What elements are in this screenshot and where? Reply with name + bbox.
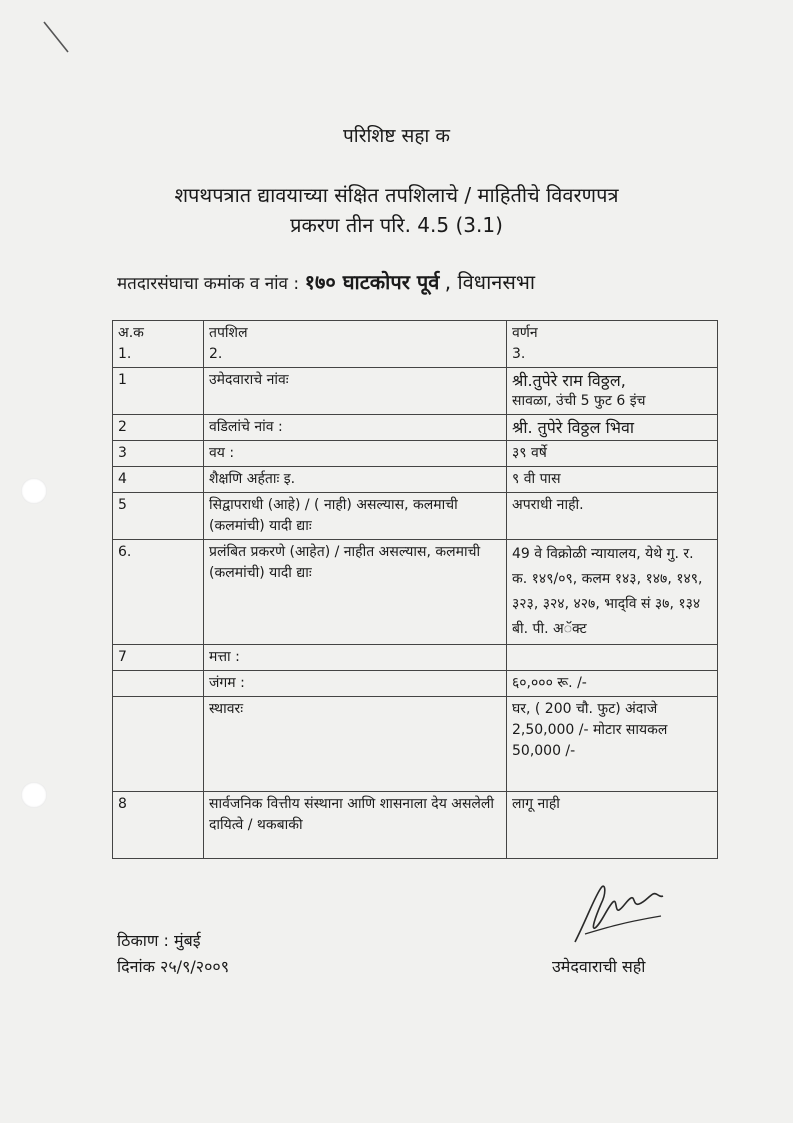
row-detail: जंगम : <box>204 671 507 697</box>
row-value: ६०,००० रू. /- <box>507 671 718 697</box>
row-value <box>507 645 718 671</box>
row-detail: शैक्षणि अर्हताः इ. <box>204 467 507 493</box>
row-number <box>113 697 204 792</box>
row-number <box>113 671 204 697</box>
table-header-row <box>113 321 718 368</box>
row-number: 3 <box>113 441 204 467</box>
header-number: 1. <box>118 346 132 362</box>
heading-line-2: प्रकरण तीन परि. 4.5 (3.1) <box>290 213 503 237</box>
constituency-suffix: , विधानसभा <box>444 270 536 294</box>
table-row <box>113 415 718 441</box>
row-number: 7 <box>113 645 204 671</box>
table-row <box>113 697 718 792</box>
header-description: वर्णन <box>512 325 538 341</box>
row-value: लागू नाही <box>507 792 718 859</box>
row-detail: स्थावरः <box>204 697 507 792</box>
table-row <box>113 645 718 671</box>
signature-label: उमेदवाराची सही <box>552 957 646 976</box>
header-cell <box>507 321 718 368</box>
row-detail: वडिलांचे नांव : <box>204 415 507 441</box>
constituency-label: मतदारसंघाचा कमांक व नांव : <box>117 274 300 294</box>
candidate-signature <box>565 878 675 950</box>
document-heading <box>0 180 793 240</box>
table-row <box>113 467 718 493</box>
row-value <box>507 368 718 415</box>
table-row <box>113 540 718 645</box>
row-detail: मत्ता : <box>204 645 507 671</box>
date-text: दिनांक २५/९/२००९ <box>117 957 230 976</box>
candidate-description: सावळा, उंची 5 फुट 6 इंच <box>512 393 646 409</box>
row-number: 6. <box>113 540 204 645</box>
row-detail: सार्वजनिक वित्तीय संस्थाना आणि शासनाला देय असलेली दायित्वे / थकबाकी <box>204 792 507 859</box>
row-detail: प्रलंबित प्रकरणे (आहेत) / नाहीत असल्यास, कलमाची (कलमांची) यादी द्याः <box>204 540 507 645</box>
table-row <box>113 493 718 540</box>
row-number: 1 <box>113 368 204 415</box>
header-number: 2. <box>209 346 223 362</box>
row-value: अपराधी नाही. <box>507 493 718 540</box>
header-cell <box>113 321 204 368</box>
row-number: 2 <box>113 415 204 441</box>
table-row <box>113 368 718 415</box>
place-date-block <box>117 928 229 980</box>
punch-hole-lower <box>21 782 47 808</box>
header-cell <box>204 321 507 368</box>
table-row <box>113 671 718 697</box>
row-value: श्री. तुपेरे विठ्ठल भिवा <box>507 415 718 441</box>
row-value: ३९ वर्षे <box>507 441 718 467</box>
constituency-line <box>117 268 535 295</box>
details-table <box>112 320 718 859</box>
header-number: 3. <box>512 346 526 362</box>
scratch-mark-icon <box>40 18 80 58</box>
place-text: ठिकाण : मुंबई <box>117 931 201 950</box>
punch-hole-upper <box>21 478 47 504</box>
row-value: 49 वे विक्रोळी न्यायालय, येथे गु. र. क. १४९/०९, कलम १४३, १४७, १४९, ३२३, ३२४, ४२७, भाद्‌वि सं ३७, १३४ बी. पी. अॅक्ट <box>507 540 718 645</box>
candidate-name: श्री.तुपेरे राम विठ्ठल, <box>512 371 626 390</box>
row-number: 8 <box>113 792 204 859</box>
row-number: 4 <box>113 467 204 493</box>
header-detail: तपशिल <box>209 325 248 341</box>
row-detail: सिद्वापराधी (आहे) / ( नाही) असल्यास, कलमाची (कलमांची) यादी द्याः <box>204 493 507 540</box>
heading-line-1: शपथपत्रात द्यावयाच्या संक्षित तपशिलाचे / माहितीचे विवरणपत्र <box>174 183 619 207</box>
row-value: घर, ( 200 चौ. फुट) अंदाजे 2,50,000 /- मोटार सायकल 50,000 /- <box>507 697 718 792</box>
row-number: 5 <box>113 493 204 540</box>
table-row <box>113 792 718 859</box>
header-serial: अ.क <box>118 325 144 341</box>
annex-title: परिशिष्ट सहा क <box>343 125 450 147</box>
row-value: ९ वी पास <box>507 467 718 493</box>
row-detail: उमेदवाराचे नांवः <box>204 368 507 415</box>
constituency-number-name: १७० घाटकोपर पूर्व <box>304 270 440 294</box>
row-detail: वय : <box>204 441 507 467</box>
table-row <box>113 441 718 467</box>
